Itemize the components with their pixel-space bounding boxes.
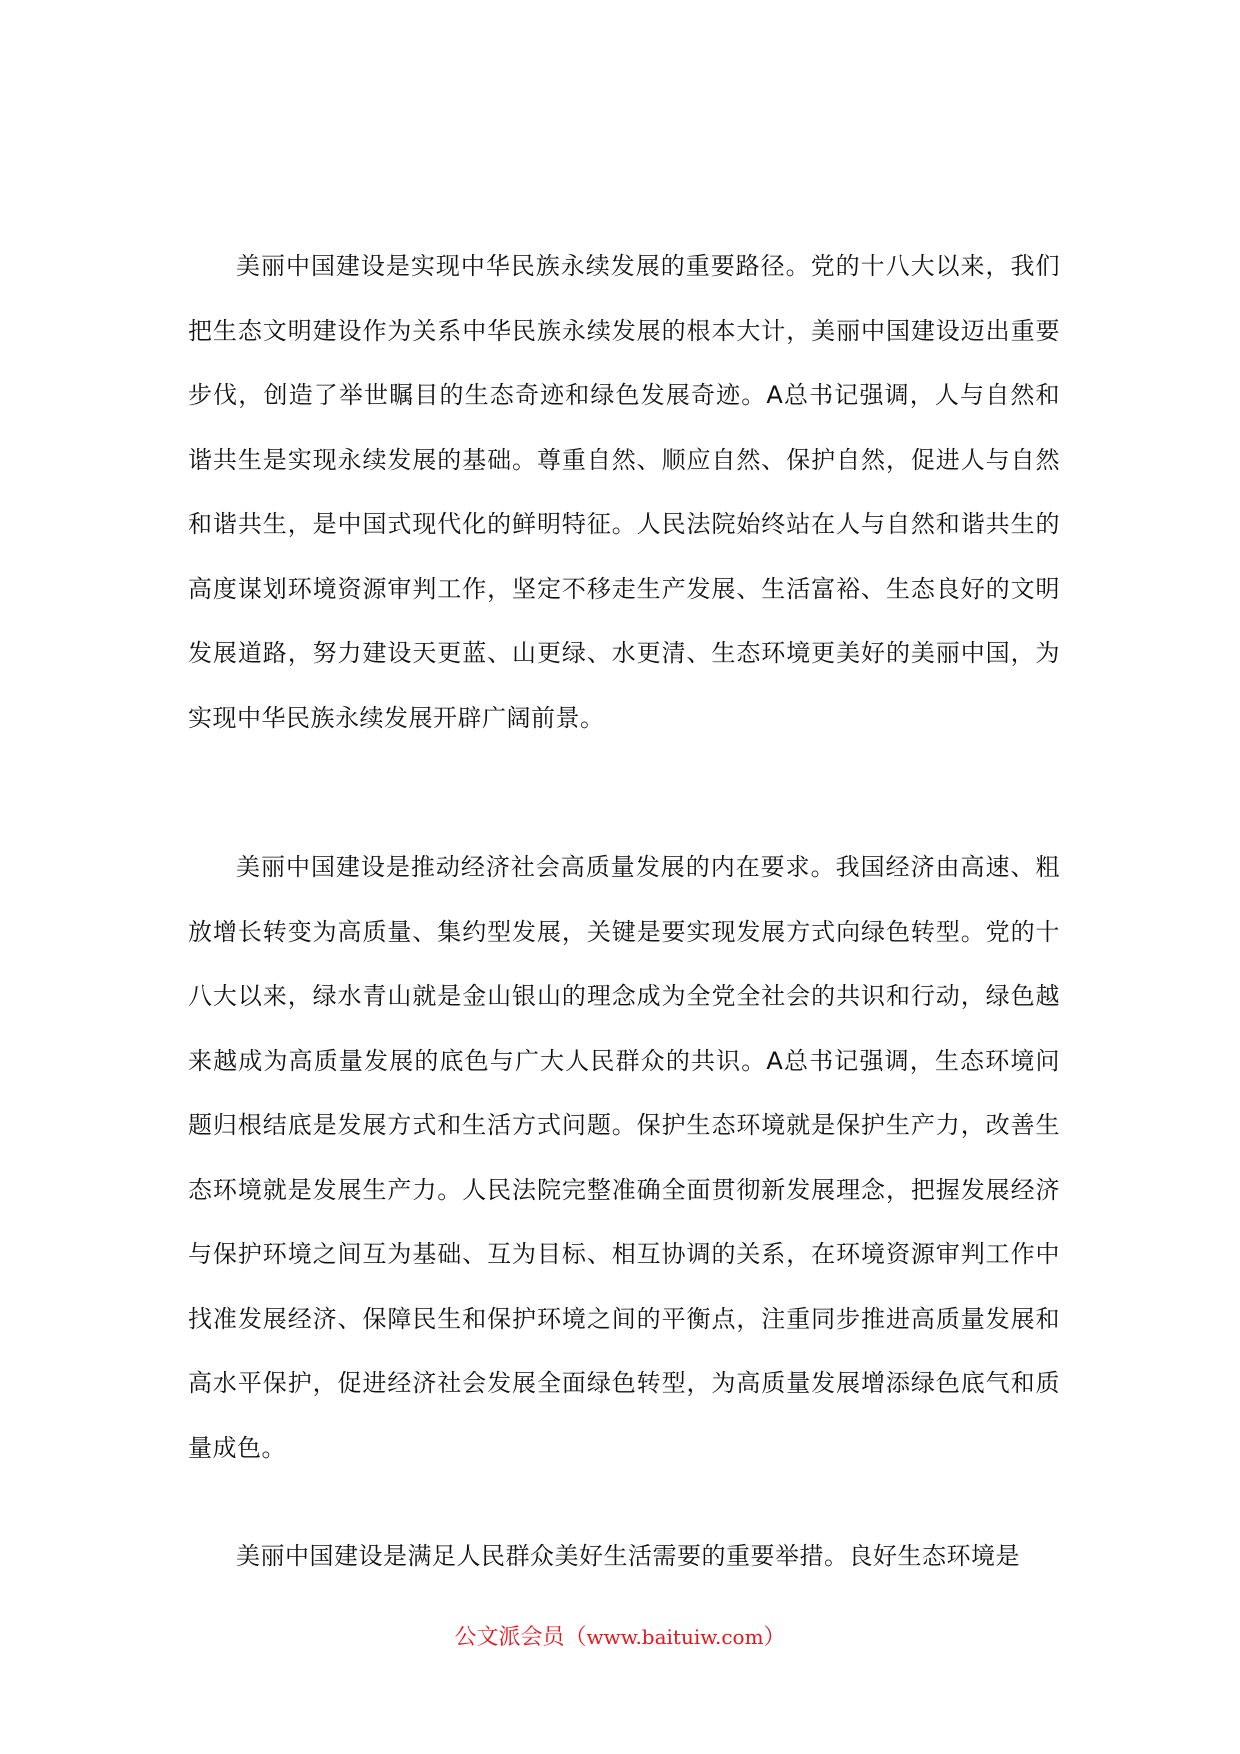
footer-url-link[interactable]: www.baituiw.com (586, 1625, 764, 1649)
paragraph-3: 美丽中国建设是满足人民群众美好生活需要的重要举措。良好生态环境是 (236, 1542, 1020, 1570)
footer-suffix: ） (763, 1625, 786, 1650)
footer-prefix: 公文派会员（ (454, 1625, 587, 1650)
paragraph-1: 美丽中国建设是实现中华民族永续发展的重要路径。党的十八大以来，我们把生态文明建设作为关系中华民族永续发展的根本大计，美丽中国建设迈出重要步伐，创造了举世瞩目的生态奇迹和绿色发展奇迹。A总书记强调，人与自然和谐共生是实现永续发展的基础。尊重自然、顺应自然、保护自然，促进人与自然和谐共生，是中国式现代化的鲜明特征。人民法院始终站在人与自然和谐共生的高度谋划环境资源审判工作，坚定不移走生产发展、生活富裕、生态良好的文明发展道路，努力建设天更蓝、山更绿、水更清、生态环境更美好的美丽中国，为实现中华民族永续发展开辟广阔前景。 (188, 252, 1060, 732)
paragraph-2: 美丽中国建设是推动经济社会高质量发展的内在要求。我国经济由高速、粗放增长转变为高质量、集约型发展，关键是要实现发展方式向绿色转型。党的十八大以来，绿水青山就是金山银山的理念成为全党全社会的共识和行动，绿色越来越成为高质量发展的底色与广大人民群众的共识。A总书记强调，生态环境问题归根结底是发展方式和生活方式问题。保护生态环境就是保护生产力，改善生态环境就是发展生产力。人民法院完整准确全面贯彻新发展理念，把握发展经济与保护环境之间互为基础、互为目标、相互协调的关系，在环境资源审判工作中找准发展经济、保障民生和保护环境之间的平衡点，注重同步推进高质量发展和高水平保护，促进经济社会发展全面绿色转型，为高质量发展增添绿色底气和质量成色。 (188, 853, 1060, 1462)
footer-watermark (0, 1620, 1240, 1651)
